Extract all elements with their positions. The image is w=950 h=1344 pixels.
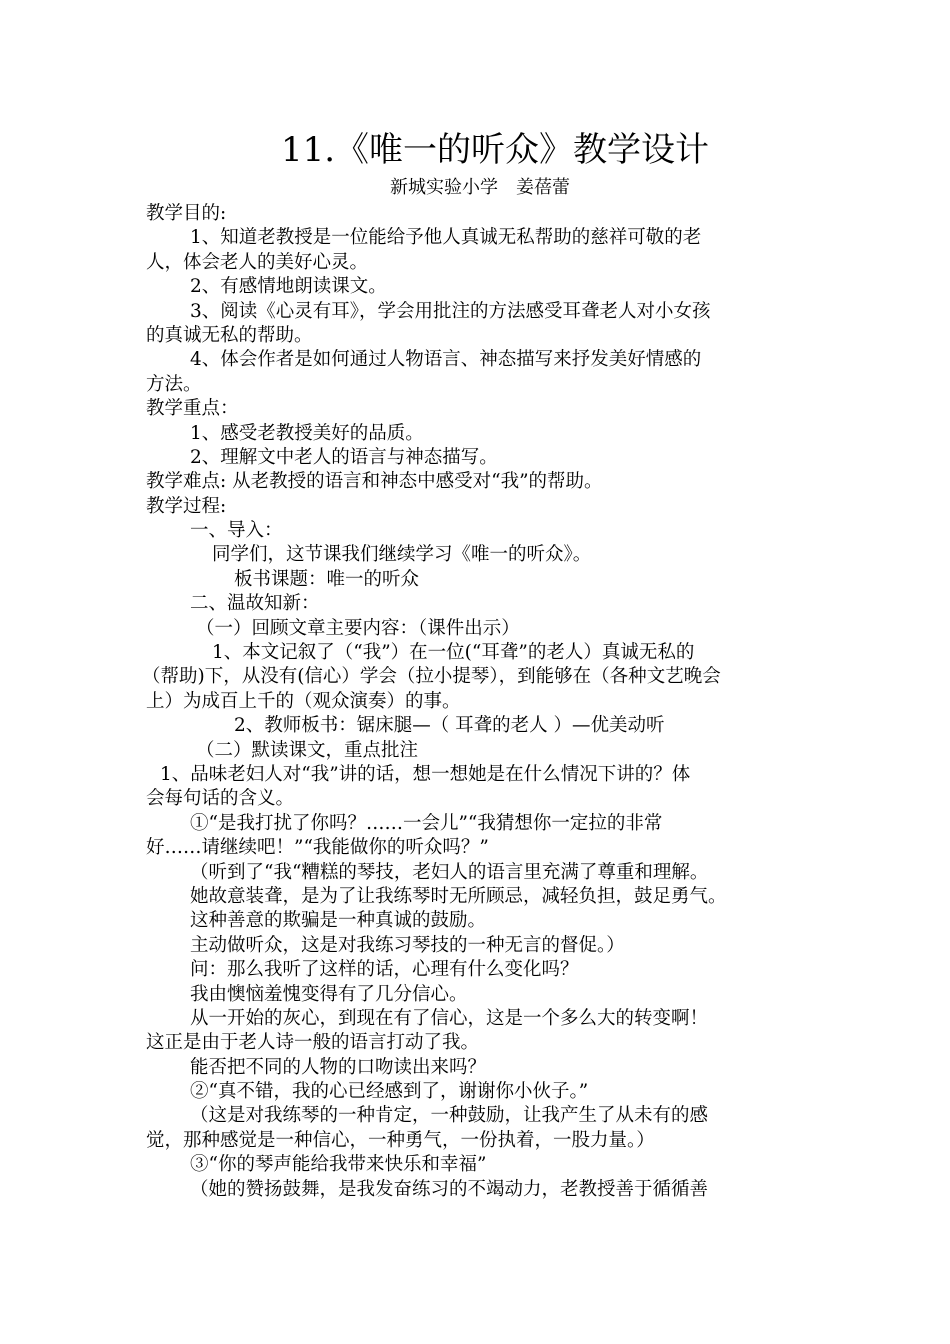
text-line: 一、导入： <box>190 520 283 542</box>
text-line: 1、本文记叙了（“我”）在一位(“耳聋”的老人）真诚无私的 <box>212 642 695 664</box>
text-line: （这是对我练琴的一种肯定，一种鼓励，让我产生了从未有的感 <box>190 1105 709 1127</box>
text-line: 2、理解文中老人的语言与神态描写。 <box>190 446 498 468</box>
text-line: 板书课题：唯一的听众 <box>234 568 420 590</box>
text-line: 1、知道老教授是一位能给予他人真诚无私帮助的慈祥可敬的老 <box>190 227 702 249</box>
text-line: 主动做听众，这是对我练习琴技的一种无言的督促。） <box>190 934 625 956</box>
text-line: 教学目的: <box>146 203 227 224</box>
text-line: 上）为成百上千的（观众演奏）的事。 <box>146 690 461 712</box>
text-line: 从一开始的灰心，到现在有了信心，这是一个多么大的转变啊！ <box>190 1007 709 1029</box>
text-line: 她故意装聋，是为了让我练琴时无所顾忌，减轻负担，鼓足勇气。 <box>190 885 727 907</box>
text-line: 我由懊恼羞愧变得有了几分信心。 <box>190 983 468 1005</box>
text-line: 教学重点： <box>146 398 239 420</box>
text-line: 同学们，这节课我们继续学习《唯一的听众》。 <box>212 544 592 566</box>
text-line: 二、温故知新： <box>190 593 320 615</box>
text-line: 问：那么我听了这样的话，心理有什么变化吗？ <box>190 959 579 981</box>
text-line: 教学难点: 从老教授的语言和神态中感受对“我”的帮助。 <box>146 471 603 493</box>
text-line: （一）回顾文章主要内容：（课件出示） <box>196 617 520 639</box>
text-line: 觉，那种感觉是一种信心，一种勇气，一份执着，一股力量。） <box>146 1129 655 1151</box>
text-line: 会每句话的含义。 <box>146 788 295 810</box>
text-line: ②“真不错，我的心已经感到了，谢谢你小伙子。” <box>190 1081 589 1103</box>
text-line: 这正是由于老人诗一般的语言打动了我。 <box>146 1032 480 1054</box>
text-line: 这种善意的欺骗是一种真诚的鼓励。 <box>190 910 487 932</box>
document-body <box>142 202 836 1202</box>
document-subtitle: 新城实验小学 姜蓓蕾 <box>390 177 570 198</box>
text-line: （听到了“我“糟糕的琴技，老妇人的语言里充满了尊重和理解。 <box>190 861 709 883</box>
text-line: 4、体会作者是如何通过人物语言、神态描写来抒发美好情感的 <box>190 349 702 371</box>
text-line: 2、有感情地朗读课文。 <box>190 276 387 298</box>
text-line: 方法。 <box>146 373 202 395</box>
text-line: 能否把不同的人物的口吻读出来吗？ <box>190 1056 487 1078</box>
text-line: 好……请继续吧！”“我能做你的听众吗？” <box>146 837 489 859</box>
document-title: 11.《唯一的听众》教学设计 <box>280 130 710 170</box>
text-line: 1、感受老教授美好的品质。 <box>190 422 424 444</box>
text-line: 教学过程: <box>146 495 227 517</box>
text-line: （她的赞扬鼓舞，是我发奋练习的不竭动力，老教授善于循循善 <box>190 1178 709 1200</box>
text-line: 的真诚无私的帮助。 <box>146 324 313 346</box>
text-line: （二）默读课文，重点批注 <box>196 739 419 761</box>
text-line: 1、品味老妇人对“我”讲的话，想一想她是在什么情况下讲的？体 <box>160 763 691 785</box>
text-line: 2、教师板书：锯床腿—（ 耳聋的老人 ）—优美动听 <box>234 715 665 737</box>
text-line: 3、阅读《心灵有耳》，学会用批注的方法感受耳聋老人对小女孩 <box>190 300 711 322</box>
text-line: （帮助)下，从没有(信心）学会（拉小提琴），到能够在（各种文艺晚会 <box>142 666 721 688</box>
text-line: ①“是我打扰了你吗？……一会儿”“我猜想你一定拉的非常 <box>190 812 663 834</box>
text-line: ③“你的琴声能给我带来快乐和幸福” <box>190 1154 487 1176</box>
text-line: 人，体会老人的美好心灵。 <box>146 251 369 273</box>
